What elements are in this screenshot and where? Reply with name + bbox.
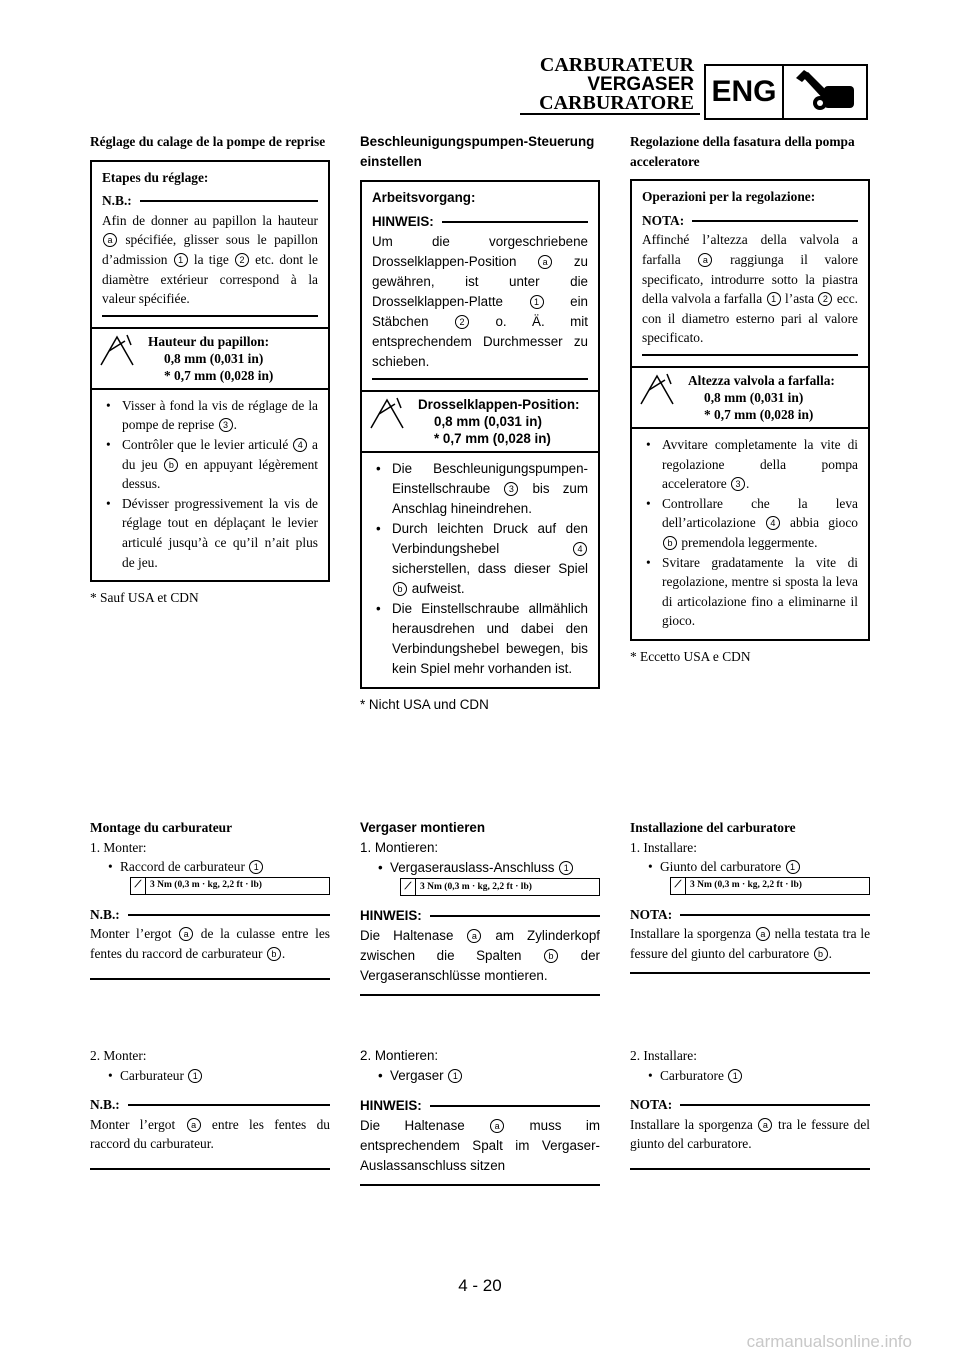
it-install2-section <box>630 1046 870 1170</box>
it-install-part2: • Carburatore 1 <box>630 1066 870 1086</box>
it-install-step2: 2. Installare: <box>630 1048 697 1063</box>
it-torque-spec: ⟋ 3 Nm (0,3 m · kg, 2,2 ft · lb) <box>670 877 870 895</box>
header-title-it: CARBURATORE <box>539 92 694 114</box>
fr-install-step1: 1. Monter: <box>90 839 147 855</box>
page-number: 4 - 20 <box>458 1276 502 1295</box>
torque-wrench-icon: ⟋ <box>131 878 146 894</box>
de-install-step2: 2. Montieren: <box>360 1048 439 1063</box>
de-install-part1: • Vergaserauslass-Anschluss 1 <box>360 858 600 878</box>
de-procedure-box <box>360 180 600 689</box>
de-spec <box>362 390 598 453</box>
it-install-note-label: NOTA: <box>630 906 673 922</box>
fr-spec-title: Hauteur du papillon: <box>148 333 270 349</box>
list-item: • Controllare che la leva dell’articolazione 4 abbia gioco b premendola leggermente. <box>642 494 858 553</box>
it-note <box>632 207 868 356</box>
list-item: • Durch leichten Druck auf den Verbindungshebel 4 sicherstellen, dass dieser Spiel b aufweist. <box>372 519 588 599</box>
de-note <box>362 208 598 380</box>
it-section-title: Regolazione della fasatura della pompa acceleratore <box>630 134 855 169</box>
de-note-label: HINWEIS: <box>372 214 434 229</box>
list-item: • Die Beschleunigungspumpen-Einstellschraube 3 bis zum Anschlag hineindrehen. <box>372 459 588 519</box>
fr-spec-value: 0,8 mm (0,031 in) <box>164 350 264 366</box>
de-install-part2: • Vergaser 1 <box>360 1066 600 1086</box>
it-install2-note-text: Installare la sporgenza a tra le fessure del giunto del carburatore. <box>630 1116 870 1152</box>
de-spec-value: 0,8 mm (0,031 in) <box>434 414 542 429</box>
de-footnote: * Nicht USA und CDN <box>360 697 489 712</box>
watermark: carmanualsonline.info <box>746 1332 912 1351</box>
de-note-text: Um die vorgeschriebene Drosselklappen-Position a zu gewähren, ist unter die Drosselklappen-Platte 1 ein Stäbchen 2 o. Ä. mit entsprechendem Durchmesser zu schieben. <box>372 234 588 369</box>
fr-install-note-label: N.B.: <box>90 906 120 922</box>
it-note-label: NOTA: <box>642 212 685 228</box>
list-item: • Contrôler que le levier articulé 4 a du jeu b en appuyant légèrement dessus. <box>102 435 318 494</box>
caliper-icon <box>362 392 412 451</box>
fr-procedure-box <box>90 160 330 583</box>
de-box-heading: Arbeitsvorgang: <box>372 190 476 205</box>
wrench-bolt-icon <box>784 64 868 120</box>
de-section-title: Beschleunigungspumpen-Steuerung einstellen <box>360 134 595 169</box>
torque-wrench-icon: ⟋ <box>401 879 416 895</box>
list-item: • Visser à fond la vis de réglage de la pompe de reprise 3 . <box>102 396 318 435</box>
header-title-fr: CARBURATEUR <box>539 54 694 76</box>
it-install-note-text: Installare la sporgenza a nella testata tra le fessure del giunto del carburatore b . <box>630 926 871 961</box>
fr-install-step2: 2. Monter: <box>90 1048 147 1063</box>
it-procedure-box <box>630 179 870 641</box>
de-steps <box>362 453 598 687</box>
fr-install-section <box>90 818 330 980</box>
it-install-part1: • Giunto del carburatore 1 <box>630 857 870 877</box>
de-torque-spec: ⟋ 3 Nm (0,3 m · kg, 2,2 ft · lb) <box>400 878 600 896</box>
fr-install-part1: • Raccord de carburateur 1 <box>90 857 330 877</box>
it-spec-title: Altezza valvola a farfalla: <box>688 372 835 388</box>
de-column <box>360 132 600 715</box>
de-install-note-label: HINWEIS: <box>360 908 422 923</box>
fr-steps <box>92 390 328 580</box>
de-install-note-text: Die Haltenase a am Zylinderkopf zwischen die Spalten b der Vergaseranschlüsse montieren. <box>360 928 600 983</box>
caliper-icon <box>632 368 682 427</box>
torque-wrench-icon: ⟋ <box>671 878 686 894</box>
it-steps <box>632 429 868 639</box>
list-item: • Avvitare completamente la vite di regolazione della pompa acceleratore 3 . <box>642 435 858 494</box>
fr-spec-value-alt: * 0,7 mm (0,028 in) <box>164 367 274 383</box>
fr-note-text: Afin de donner au papillon la hauteur a spécifiée, glisser sous le papillon d’admission 1 la tige 2 etc. dont le diamètre extérieur correspond à la valeur spécifiée. <box>102 212 318 307</box>
callout-a: a <box>103 233 117 247</box>
it-note-text: Affinché l’altezza della valvola a farfalla a raggiunga il valore specificato, introdurre sotto la piastra della valvola a farfalla 1 l’asta 2 ecc. con il diametro esterno pari al valore specificato. <box>642 232 859 346</box>
fr-box-heading: Etapes du réglage: <box>102 169 209 185</box>
fr-install-title: Montage du carburateur <box>90 820 233 835</box>
de-install2-section <box>360 1046 600 1186</box>
header-rule <box>520 113 700 115</box>
callout-1: 1 <box>174 253 188 267</box>
fr-footnote: * Sauf USA et CDN <box>90 590 199 606</box>
caliper-icon <box>92 329 142 388</box>
de-install-step1: 1. Montieren: <box>360 840 439 855</box>
fr-install2-note-label: N.B.: <box>90 1097 120 1113</box>
fr-spec <box>92 327 328 390</box>
it-install-title: Installazione del carburatore <box>630 820 796 835</box>
de-install2-note-label: HINWEIS: <box>360 1098 422 1113</box>
list-item: • Svitare gradatamente la vite di regolazione, mentre si sposta la leva di articolazione fino a eliminarne il gioco. <box>642 553 858 631</box>
de-install-title: Vergaser montieren <box>360 820 486 835</box>
it-footnote: * Eccetto USA e CDN <box>630 648 751 664</box>
fr-note-label: N.B.: <box>102 193 132 209</box>
it-install-step1: 1. Installare: <box>630 839 697 855</box>
it-spec <box>632 366 868 429</box>
it-column <box>630 132 870 666</box>
it-install2-note-label: NOTA: <box>630 1097 673 1113</box>
fr-install-note-text: Monter l’ergot a de la culasse entre les fentes du raccord de carburateur b . <box>90 926 330 961</box>
header-titles <box>539 56 694 113</box>
de-spec-title: Drosselklappen-Position: <box>418 397 580 412</box>
fr-column <box>90 132 330 608</box>
de-install-section <box>360 818 600 996</box>
fr-torque-spec: ⟋ 3 Nm (0,3 m · kg, 2,2 ft · lb) <box>130 877 330 895</box>
it-box-heading: Operazioni per la regolazione: <box>642 189 816 205</box>
fr-install-part2: • Carburateur 1 <box>90 1066 330 1086</box>
fr-note <box>92 187 328 317</box>
header-title-de: VERGASER <box>587 74 694 95</box>
list-item: • Dévisser progressivement la vis de réglage tout en déplaçant le levier articulé jusqu’à ce qu’il n’ait plus de jeu. <box>102 494 318 572</box>
de-install2-note-text: Die Haltenase a muss im entsprechendem Spalt im Vergaser-Auslassanschluss sitzen <box>360 1118 600 1173</box>
it-spec-value-alt: * 0,7 mm (0,028 in) <box>704 406 814 422</box>
it-spec-value: 0,8 mm (0,031 in) <box>704 389 804 405</box>
fr-install2-note-text: Monter l’ergot a entre les fentes du raccord du carburateur. <box>90 1116 330 1152</box>
list-item: • Die Einstellschraube allmählich herausdrehen und dabei den Verbindungshebel bewegen, bis kein Spiel mehr vorhanden ist. <box>372 599 588 679</box>
fr-section-title: Réglage du calage de la pompe de reprise <box>90 134 326 149</box>
it-install-section <box>630 818 870 974</box>
callout-2: 2 <box>235 253 249 267</box>
eng-badge: ENG <box>704 64 784 120</box>
fr-install2-section <box>90 1046 330 1170</box>
de-spec-value-alt: * 0,7 mm (0,028 in) <box>434 431 551 446</box>
